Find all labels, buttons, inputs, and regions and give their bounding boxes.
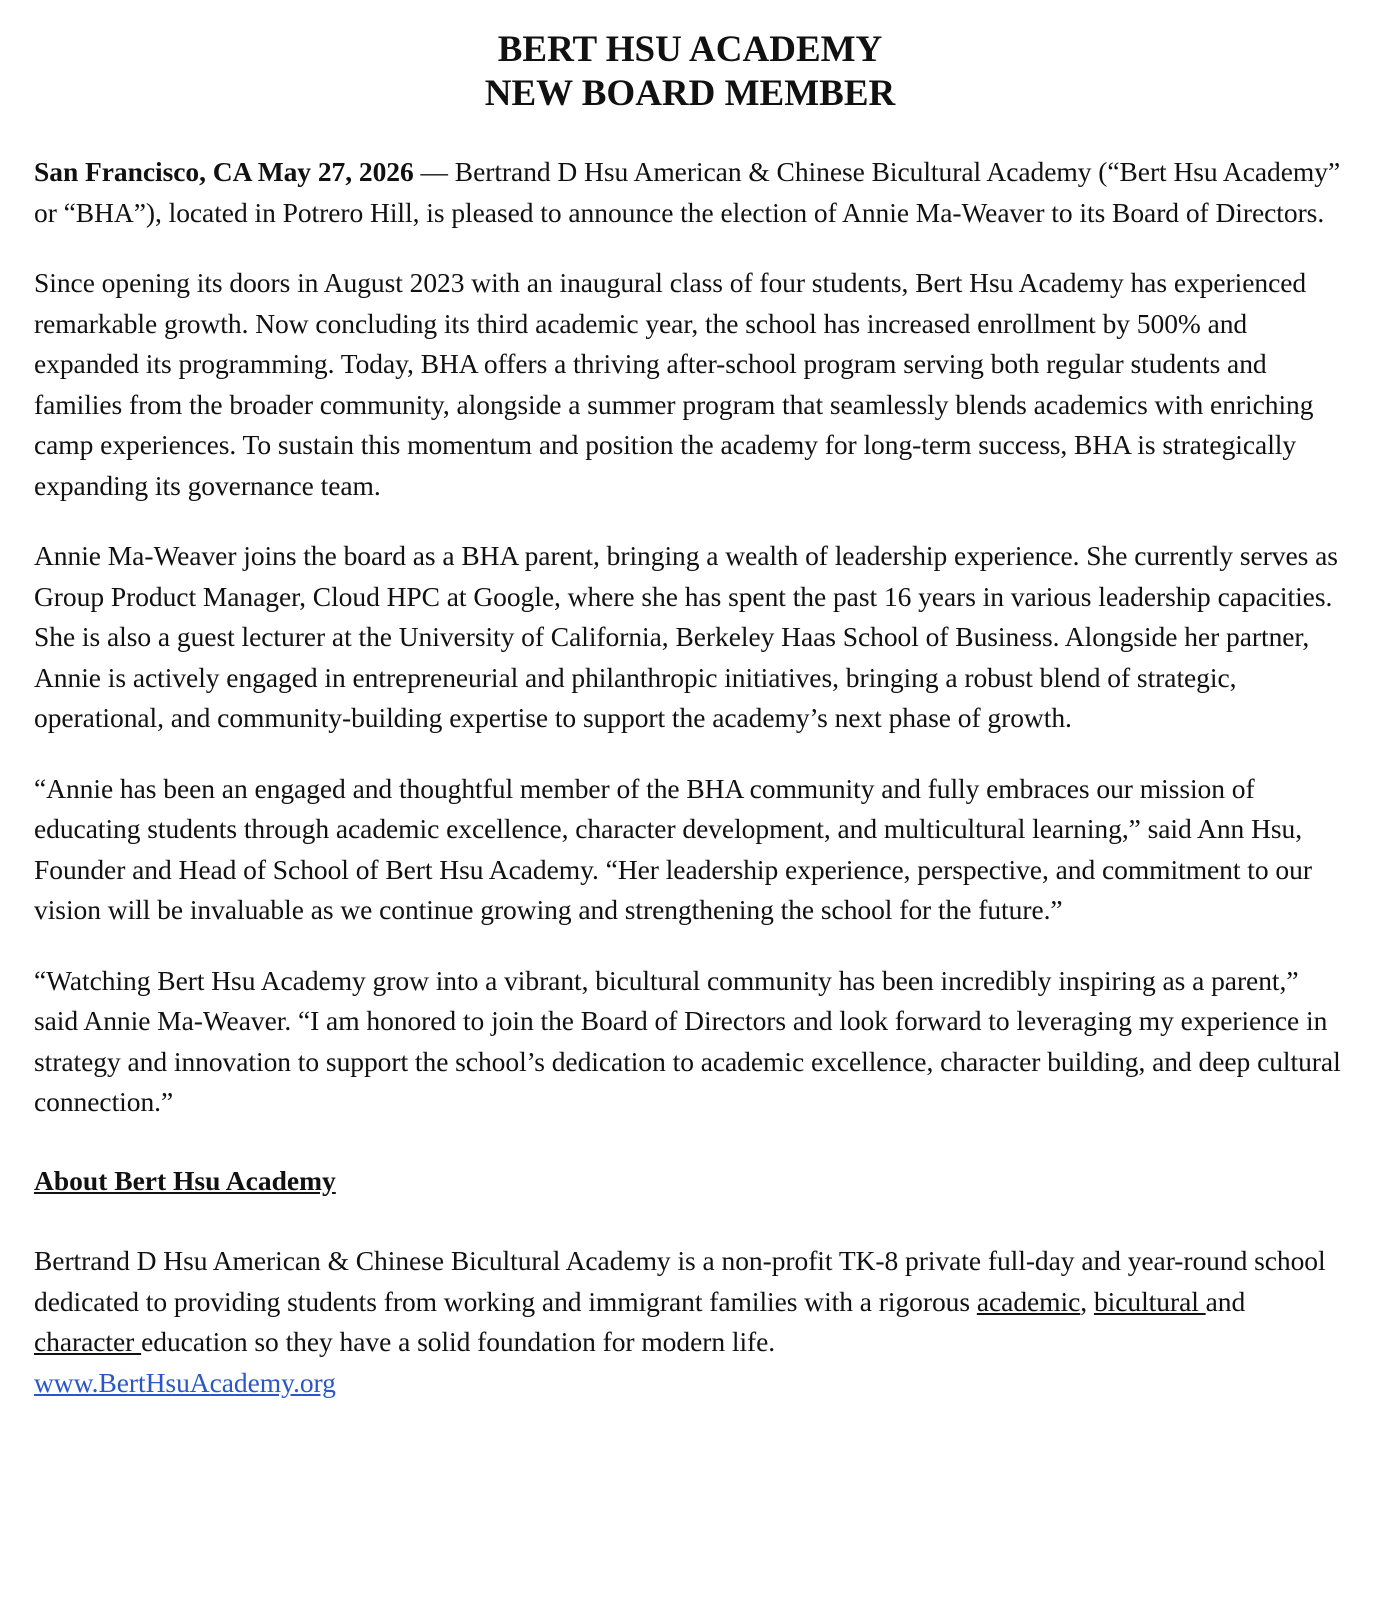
- about-heading: About Bert Hsu Academy: [34, 1164, 336, 1196]
- intro-text: — Bertrand D Hsu American & Chinese Bicultural Academy (“Bert Hsu Academy” or “BHA”), located in Potrero Hill, is pleased to announce the election of Annie Ma-Weaver to its Board of Directors.: [34, 156, 1341, 228]
- website-link[interactable]: www.BertHsuAcademy.org: [34, 1366, 336, 1398]
- paragraph-growth: Since opening its doors in August 2023 with an inaugural class of four students, Bert Hsu Academy has experienced remarkable growth. Now concluding its third academic year, the school has increased enrollment by 500% and expanded its programming. Today, BHA offers a thriving after-school program serving both regular students and families from the broader community, alongside a summer program that seamlessly blends academics with enriching camp experiences. To sustain this momentum and position the academy for long-term success, BHA is strategically expanding its governance team.: [34, 267, 1314, 501]
- about-separator-2: and: [1205, 1285, 1246, 1317]
- title-line-2: NEW BOARD MEMBER: [484, 73, 896, 114]
- title-line-1: BERT HSU ACADEMY: [497, 29, 883, 70]
- character-link[interactable]: character: [34, 1326, 142, 1357]
- paragraph-member-quote: “Watching Bert Hsu Academy grow into a vibrant, bicultural community has been incredibly inspiring as a parent,” said Annie Ma-Weaver. “I am honored to join the Board of Directors and look forward to leveraging my experience in strategy and innovation to support the school’s dedication to academic excellence, character building, and deep cultural connection.”: [34, 964, 1341, 1117]
- about-paragraph: [34, 1241, 1346, 1403]
- page-title: [34, 0, 1346, 116]
- about-text-after: education so they have a solid foundation for modern life.: [141, 1326, 776, 1357]
- bicultural-link[interactable]: bicultural: [1093, 1285, 1206, 1317]
- intro-paragraph: [34, 152, 1346, 233]
- dateline: San Francisco, CA May 27, 2026: [34, 156, 414, 187]
- academic-link[interactable]: academic: [976, 1285, 1081, 1317]
- about-text-before: Bertrand D Hsu American & Chinese Bicultural Academy is a non-profit TK-8 private full-day and year-round school dedicated to providing students from working and immigrant families with a rigorous: [34, 1245, 1326, 1317]
- paragraph-founder-quote: “Annie has been an engaged and thoughtful member of the BHA community and fully embraces our mission of educating students through academic excellence, character development, and multicultural learning,” said Ann Hsu, Founder and Head of School of Bert Hsu Academy. “Her leadership experience, perspective, and commitment to our vision will be invaluable as we continue growing and strengthening the school for the future.”: [34, 772, 1312, 925]
- paragraph-bio: Annie Ma-Weaver joins the board as a BHA parent, bringing a wealth of leadership experience. She currently serves as Group Product Manager, Cloud HPC at Google, where she has spent the past 16 years in various leadership capacities. She is also a guest lecturer at the University of California, Berkeley Haas School of Business. Alongside her partner, Annie is actively engaged in entrepreneurial and philanthropic initiatives, bringing a robust blend of strategic, operational, and community-building expertise to support the academy’s next phase of growth.: [34, 540, 1338, 733]
- about-separator-1: ,: [1080, 1285, 1094, 1317]
